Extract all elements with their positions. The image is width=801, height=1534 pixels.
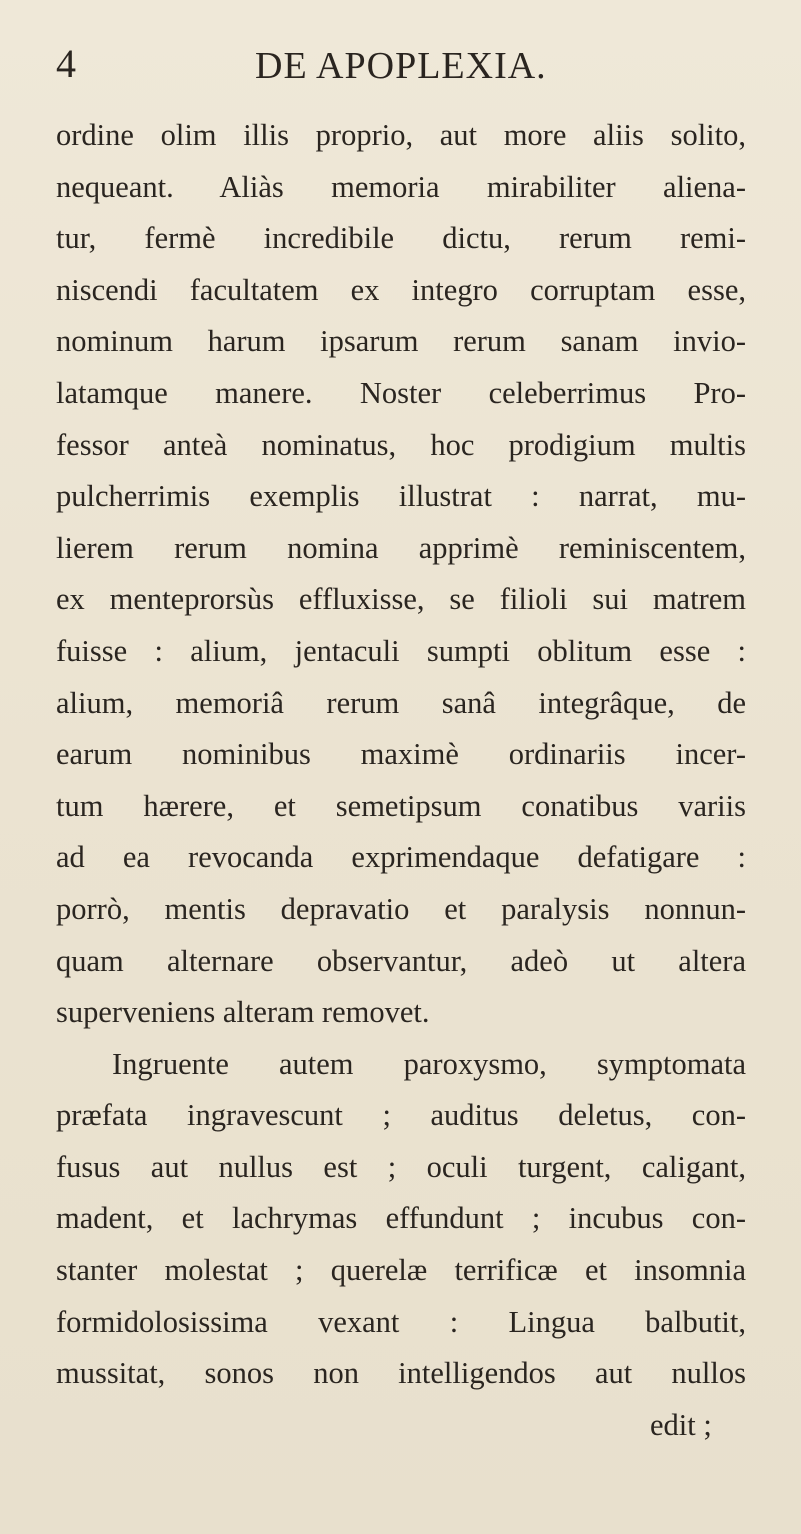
- page-number: 4: [56, 41, 76, 86]
- text-line: stanter molestat ; querelæ terrificæ et insomnia: [56, 1253, 746, 1288]
- text-line: niscendi facultatem ex integro corruptam esse,: [56, 272, 746, 307]
- catchword: edit ;: [650, 1407, 712, 1442]
- text-line: pulcherrimis exemplis illustrat : narrat, mu-: [56, 479, 746, 514]
- text-line: porrò, mentis depravatio et paralysis nonnun-: [56, 891, 746, 926]
- text-line: nequeant. Aliàs memoria mirabiliter aliena-: [56, 169, 746, 204]
- running-head: [0, 38, 801, 90]
- running-title: DE APOPLEXIA.: [255, 45, 547, 87]
- text-line: fusus aut nullus est ; oculi turgent, caligant,: [56, 1149, 746, 1184]
- text-line: præfata ingravescunt ; auditus deletus, con-: [56, 1098, 746, 1133]
- text-line: madent, et lachrymas effundunt ; incubus con-: [56, 1201, 746, 1236]
- text-line: ad ea revocanda exprimendaque defatigare :: [56, 840, 746, 875]
- text-line: fuisse : alium, jentaculi sumpti oblitum esse :: [56, 633, 746, 668]
- text-line: fessor anteà nominatus, hoc prodigium multis: [56, 427, 746, 462]
- text-line: tum hærere, et semetipsum conatibus variis: [56, 788, 746, 823]
- text-line: latamque manere. Noster celeberrimus Pro-: [56, 375, 746, 410]
- text-line: alium, memoriâ rerum sanâ integrâque, de: [56, 685, 746, 720]
- text-line: ordine olim illis proprio, aut more aliis solito,: [56, 118, 746, 152]
- paragraph-start-line: Ingruente autem paroxysmo, symptomata: [112, 1046, 746, 1081]
- text-line: tur, fermè incredibile dictu, rerum remi-: [56, 221, 746, 256]
- text-line: quam alternare observantur, adeò ut altera: [56, 943, 746, 978]
- text-line: earum nominibus maximè ordinariis incer-: [56, 737, 746, 772]
- text-line: nominum harum ipsarum rerum sanam invio-: [56, 324, 746, 359]
- paragraph-end-line: superveniens alteram removet.: [56, 995, 430, 1030]
- text-line: ex menteprorsùs effluxisse, se filioli sui matrem: [56, 582, 746, 617]
- text-line: formidolosissima vexant : Lingua balbutit,: [56, 1304, 746, 1339]
- text-line: mussitat, sonos non intelligendos aut nullos: [56, 1356, 746, 1391]
- body-text: [56, 110, 746, 1451]
- text-line: lierem rerum nomina apprimè reminiscentem,: [56, 530, 746, 565]
